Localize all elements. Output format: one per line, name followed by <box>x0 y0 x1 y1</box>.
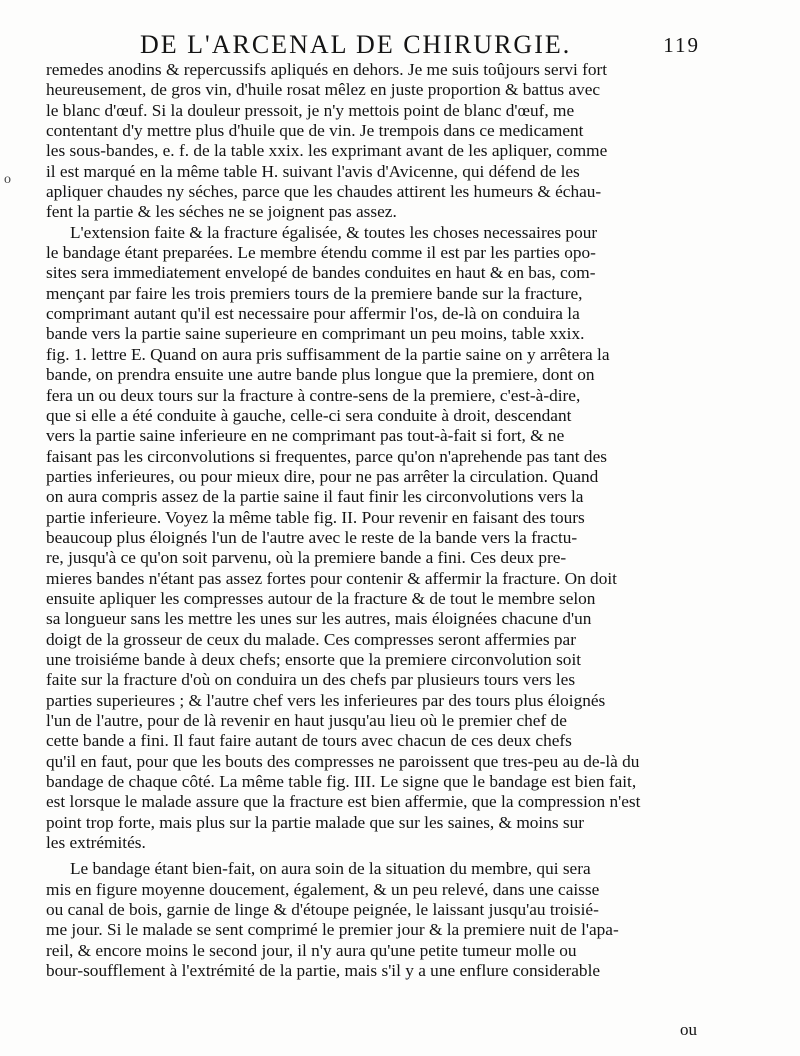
paragraph-2: L'extension faite & la fracture égalisée, & toutes les choses necessaires pour le bandage étant preparées. Le membre étendu comme il est par les parties opo- sites sera immediatement envelopé de bandes conduites en haut & en bas, com- mençant par faire les trois premiers tours de la premiere bande sur la fracture, comprimant autant qu'il est necessaire pour affermir l'os, de-là on conduira la bande vers la partie saine superieure en comprimant un peu moins, table xxix. fig. 1. lettre E. Quand on aura pris suffisamment de la partie saine on y arrêtera la bande, on prendra ensuite une autre bande plus longue que la premiere, dont on fera un ou deux tours sur la fracture à contre-sens de la premiere, c'est-à-dire, que si elle a été conduite à gauche, celle-ci sera conduite à droit, descendant vers la partie saine inferieure en ne comprimant pas tout-à-fait si fort, & ne faisant pas les circonvolutions si frequentes, parce qu'on n'aprehende pas tant des parties inferieures, ou pour mieux dire, pour ne pas arrêter la circulation. Quand on aura compris assez de la partie saine il faut finir les circonvolutions vers la partie inferieure. Voyez la même table fig. II. Pour revenir en faisant des tours beaucoup plus éloignés l'un de l'autre avec le reste de la bande vers la fractu- re, jusqu'à ce qu'on soit parvenu, où la premiere bande a fini. Ces deux pre- mieres bandes n'étant pas assez fortes pour contenir & affermir la fracture. On doit ensuite apliquer les compresses autour de la fracture & de tout le membre selon sa longueur sans les mettre les unes sur les autres, mais éloignées chacune d'un doigt de la grosseur de ceux du malade. Ces compresses seront affermies par une troisiéme bande à deux chefs; ensorte que la premiere circonvolution soit faite sur la fracture d'où on conduira un des chefs par plusieurs tours vers les parties superieures ; & l'autre chef vers les inferieures par des tours plus éloignés l'un de l'autre, pour de là revenir en haut jusqu'au lieu où le premier chef de cette bande a fini. Il faut faire autant de tours avec chacun de ces deux chefs qu'il en faut, pour que les bouts des compresses ne paroissent que tres-peu au de-là du bandage de chaque côté. La même table fig. III. Le signe que le bandage est bien fait, est lorsque le malade assure que la fracture est bien affermie, que la compression n'est point trop forte, mais plus sur la partie malade que sur les saines, & moins sur les extrémités. <box>46 222 641 853</box>
paragraph-1: remedes anodins & repercussifs apliqués en dehors. Je me suis toûjours servi fort heureusement, de gros vin, d'huile rosat mêlez en juste proportion & battus avec le blanc d'œuf. Si la douleur pressoit, je n'y mettois point de blanc d'œuf, me contentant d'y mettre plus d'huile que de vin. Je trempois dans ce medicament les sous-bandes, e. f. de la table xxix. les exprimant avant de les apliquer, comme il est marqué en la même table H. suivant l'avis d'Avicenne, qui défend de les apliquer chaudes ny séches, parce que les chaudes attirent les humeurs & échau- fent la partie & les séches ne se joignent pas assez. <box>46 60 608 222</box>
page-number: 119 <box>663 33 700 57</box>
running-title: DE L'ARCENAL DE CHIRURGIE. <box>140 30 572 59</box>
catchword: ou <box>680 1020 697 1039</box>
margin-mark: o <box>4 172 11 187</box>
running-header <box>140 30 700 60</box>
body-text <box>46 60 706 981</box>
paragraph-3: Le bandage étant bien-fait, on aura soin de la situation du membre, qui sera mis en figure moyenne doucement, également, & un peu relevé, dans une caisse ou canal de bois, garnie de linge & d'étoupe peignée, le laissant jusqu'au troisié- me jour. Si le malade se sent comprimé le premier jour & la premiere nuit de l'apa- reil, & encore moins le second jour, il n'y aura qu'une petite tumeur molle ou bour-soufflement à l'extrémité de la partie, mais s'il y a une enflure considerable <box>46 859 619 981</box>
